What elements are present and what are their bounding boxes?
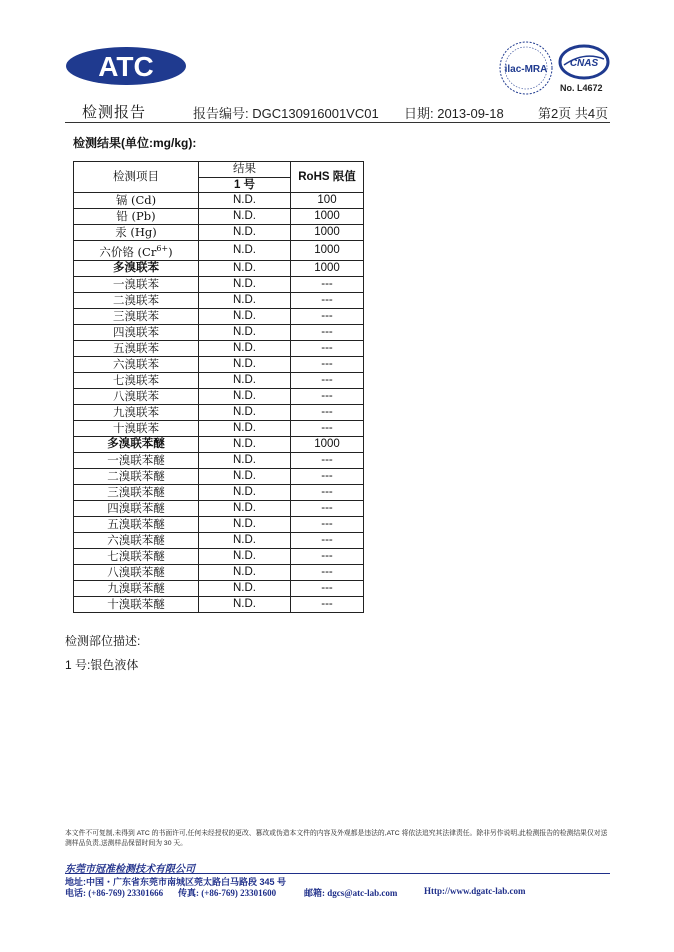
row-item: 九溴联苯醚 <box>74 580 199 596</box>
row-result: N.D. <box>199 308 291 324</box>
row-item: 多溴联苯醚 <box>74 436 199 452</box>
row-limit: --- <box>291 532 364 548</box>
cnas-logo-text: CNAS <box>569 58 599 69</box>
table-row <box>74 420 364 436</box>
atc-logo <box>65 46 187 86</box>
row-limit: --- <box>291 292 364 308</box>
row-item: 一溴联苯 <box>74 276 199 292</box>
company-fax: 传真: (+86-769) 23301600 <box>178 888 277 898</box>
row-result: N.D. <box>199 388 291 404</box>
row-item: 镉 (Cd) <box>74 193 199 209</box>
row-item: 五溴联苯醚 <box>74 516 199 532</box>
location-item: 1 号:银色液体 <box>65 658 139 672</box>
row-item: 五溴联苯 <box>74 340 199 356</box>
row-limit: --- <box>291 276 364 292</box>
row-item: 三溴联苯醚 <box>74 484 199 500</box>
row-limit: --- <box>291 340 364 356</box>
row-item: 一溴联苯醚 <box>74 452 199 468</box>
table-row <box>74 340 364 356</box>
col-header-result: 结果 <box>199 162 291 178</box>
row-item: 七溴联苯醚 <box>74 548 199 564</box>
table-row <box>74 532 364 548</box>
row-limit: --- <box>291 324 364 340</box>
row-item: 六溴联苯醚 <box>74 532 199 548</box>
row-item: 四溴联苯醚 <box>74 500 199 516</box>
table-row <box>74 580 364 596</box>
row-limit: 100 <box>291 193 364 209</box>
row-result: N.D. <box>199 420 291 436</box>
table-row <box>74 548 364 564</box>
row-limit: --- <box>291 356 364 372</box>
row-result: N.D. <box>199 372 291 388</box>
location-title: 检测部位描述: <box>65 634 141 648</box>
row-limit: 1000 <box>291 436 364 452</box>
row-result: N.D. <box>199 532 291 548</box>
row-limit: --- <box>291 452 364 468</box>
row-limit: 1000 <box>291 260 364 276</box>
row-item: 多溴联苯 <box>74 260 199 276</box>
row-limit: --- <box>291 500 364 516</box>
results-table <box>73 161 364 613</box>
row-limit: --- <box>291 548 364 564</box>
row-result: N.D. <box>199 436 291 452</box>
row-result: N.D. <box>199 564 291 580</box>
table-row <box>74 388 364 404</box>
row-result: N.D. <box>199 193 291 209</box>
row-item: 四溴联苯 <box>74 324 199 340</box>
report-title: 检测报告 <box>82 104 147 121</box>
row-limit: --- <box>291 420 364 436</box>
table-row <box>74 564 364 580</box>
row-item: 铅 (Pb) <box>74 209 199 225</box>
row-result: N.D. <box>199 241 291 261</box>
row-result: N.D. <box>199 324 291 340</box>
table-row <box>74 308 364 324</box>
table-row <box>74 193 364 209</box>
row-limit: --- <box>291 308 364 324</box>
row-item: 二溴联苯醚 <box>74 468 199 484</box>
row-item: 十溴联苯醚 <box>74 596 199 612</box>
company-address: 地址:中国・广东省东莞市南城区莞太路白马路段 345 号 <box>65 877 287 887</box>
row-limit: --- <box>291 372 364 388</box>
row-result: N.D. <box>199 452 291 468</box>
row-item: 三溴联苯 <box>74 308 199 324</box>
row-result: N.D. <box>199 500 291 516</box>
row-item: 八溴联苯 <box>74 388 199 404</box>
row-result: N.D. <box>199 580 291 596</box>
row-result: N.D. <box>199 292 291 308</box>
disclaimer: 本文件不可复制,未得到 ATC 的书面许可,任何未经授权的更改、篡改或伪造本文件的内容及外观都是违法的,ATC 将依法追究其法律责任。除非另作说明,此检测报告的检测结果仅对送测样品负责,送测样品保留时间为 30 天。 <box>65 830 608 847</box>
table-header-row <box>74 162 364 178</box>
section-title: 检测结果(单位:mg/kg): <box>73 136 197 150</box>
footer-divider <box>65 873 610 874</box>
row-result: N.D. <box>199 596 291 612</box>
row-limit: 1000 <box>291 241 364 261</box>
row-result: N.D. <box>199 260 291 276</box>
row-item: 七溴联苯 <box>74 372 199 388</box>
row-item: 六溴联苯 <box>74 356 199 372</box>
row-item: 八溴联苯醚 <box>74 564 199 580</box>
table-row <box>74 241 364 261</box>
row-limit: 1000 <box>291 225 364 241</box>
header-divider <box>65 122 610 123</box>
table-row <box>74 276 364 292</box>
table-row <box>74 292 364 308</box>
ilac-logo-text: ilac-MRA <box>504 64 548 75</box>
company-phone: 电话: (+86-769) 23301666 <box>65 888 164 898</box>
table-row <box>74 209 364 225</box>
row-result: N.D. <box>199 276 291 292</box>
row-limit: --- <box>291 564 364 580</box>
report-date: 日期: 2013-09-18 <box>404 106 504 121</box>
row-limit: --- <box>291 580 364 596</box>
table-row <box>74 404 364 420</box>
atc-logo-text: ATC <box>98 51 154 82</box>
row-limit: --- <box>291 516 364 532</box>
table-row <box>74 452 364 468</box>
table-row <box>74 225 364 241</box>
cnas-logo <box>558 43 610 81</box>
row-result: N.D. <box>199 209 291 225</box>
row-result: N.D. <box>199 484 291 500</box>
ilac-mra-logo <box>499 41 553 95</box>
row-limit: --- <box>291 596 364 612</box>
row-result: N.D. <box>199 356 291 372</box>
row-item: 十溴联苯 <box>74 420 199 436</box>
col-header-sample: 1 号 <box>199 177 291 193</box>
row-result: N.D. <box>199 548 291 564</box>
table-row <box>74 468 364 484</box>
company-email: 邮箱: dgcs@atc-lab.com <box>304 888 398 898</box>
table-row <box>74 516 364 532</box>
row-item: 二溴联苯 <box>74 292 199 308</box>
row-result: N.D. <box>199 516 291 532</box>
col-header-limit: RoHS 限值 <box>291 162 364 193</box>
page-number: 第2页 共4页 <box>538 106 609 121</box>
table-row <box>74 596 364 612</box>
table-row <box>74 484 364 500</box>
company-name: 东莞市冠准检测技术有限公司 <box>65 864 195 875</box>
row-item: 汞 (Hg) <box>74 225 199 241</box>
row-result: N.D. <box>199 468 291 484</box>
table-row <box>74 436 364 452</box>
row-item: 九溴联苯 <box>74 404 199 420</box>
table-row <box>74 260 364 276</box>
row-item: 六价铬 $(Cr^{6+})$ <box>74 241 199 261</box>
col-header-item: 检测项目 <box>74 162 199 193</box>
row-limit: --- <box>291 484 364 500</box>
company-website: Http://www.dgatc-lab.com <box>424 886 526 896</box>
cnas-number: No. L4672 <box>560 83 603 93</box>
row-result: N.D. <box>199 404 291 420</box>
row-limit: --- <box>291 468 364 484</box>
row-result: N.D. <box>199 225 291 241</box>
row-limit: 1000 <box>291 209 364 225</box>
table-row <box>74 324 364 340</box>
row-limit: --- <box>291 404 364 420</box>
table-row <box>74 356 364 372</box>
table-row <box>74 372 364 388</box>
row-result: N.D. <box>199 340 291 356</box>
report-number: 报告编号: DGC130916001VC01 <box>193 106 379 121</box>
table-row <box>74 500 364 516</box>
row-limit: --- <box>291 388 364 404</box>
